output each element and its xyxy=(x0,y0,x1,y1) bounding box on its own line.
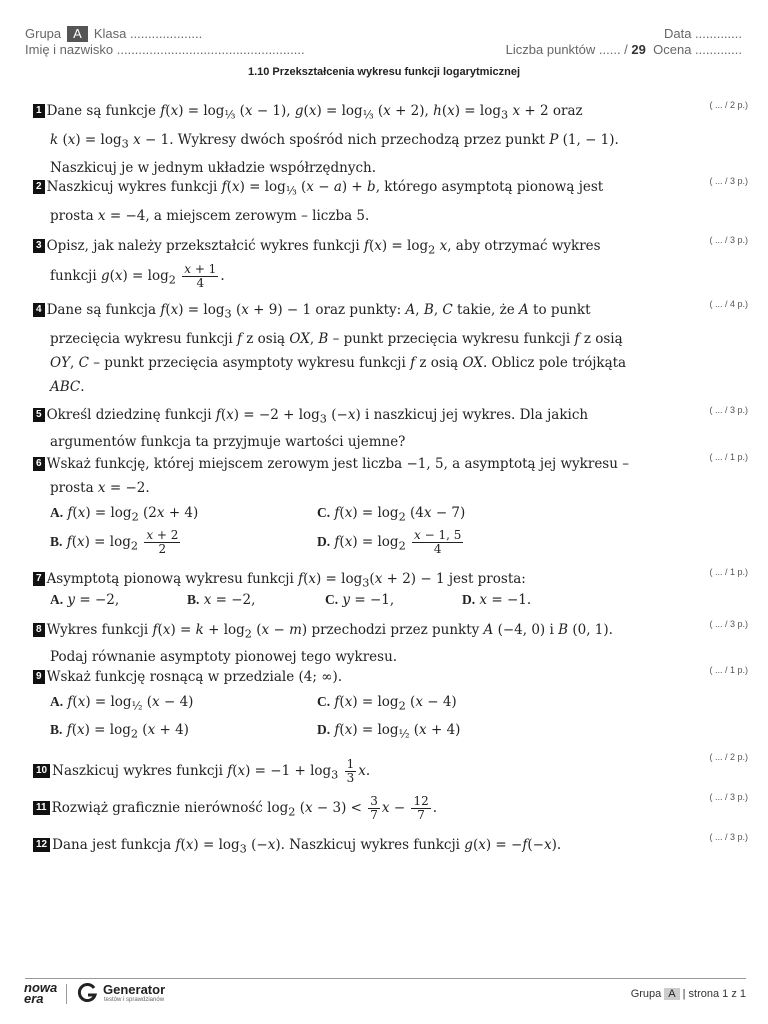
footer-grupa-badge: A xyxy=(664,988,679,1000)
task-6: 6 Wskaż funkcję, której miejscem zerowym jest liczba −1, 5, a asymptotą jej wykresu – prosta x = −2. xyxy=(33,452,653,500)
task-points: ( ... / 1 p.) xyxy=(709,452,748,462)
option-c[interactable]: C. $f(x) = \log_2 (x - 4)$ xyxy=(317,694,457,713)
task-10: 10 Naszkicuj wykres funkcji $f(x) = -1 + \log_3$ $\frac{1}{3}$ x. xyxy=(33,758,653,788)
header-row-2 xyxy=(25,42,742,57)
task-number: 5 xyxy=(33,408,45,422)
page-title: 1.10 Przekształcenia wykresu funkcji logarytmicznej xyxy=(247,66,521,78)
option-c[interactable]: C. $f(x) = \log_2 (4x - 7)$ xyxy=(317,505,466,524)
header-row-1 xyxy=(25,26,742,42)
grade-field: Ocena ............. xyxy=(653,42,742,57)
score-field: Liczba punktów ...... / 29 Ocena ............. xyxy=(505,42,742,57)
option-d[interactable]: D. $f(x) = \log_{\frac{1}{2}} (x + 4)$ xyxy=(317,722,461,741)
option-b[interactable]: B. $f(x) = \log_2 (x + 4)$ xyxy=(50,722,189,741)
option-a[interactable]: A. y = −2, xyxy=(50,592,120,608)
task-3: 3 Opisz, jak należy przekształcić wykres funkcji $f(x) = \log_2 x$, aby otrzymać wykres funkcji $g(x) = \log_2$ $\frac{x + 1}{4}$ . xyxy=(33,234,653,292)
generator-g-icon xyxy=(76,982,98,1004)
task-number: 6 xyxy=(33,457,45,471)
logo-separator xyxy=(66,984,67,1004)
task-points: ( ... / 3 p.) xyxy=(709,235,748,245)
generator-logo-text: Generator xyxy=(103,982,166,997)
page-number: | strona 1 z 1 xyxy=(682,988,746,1000)
task-11: 11 Rozwiąż graficznie nierówność $\log_2 (x - 3)$ < $\frac{3}{7}$ x − $\frac{12}{7}$ . xyxy=(33,795,653,825)
task-8: 8 Wykres funkcji $f(x) = k + \log_2 (x - m)$ przechodzi przez punkty A (−4, 0) i B (0, 1). Podaj równanie asymptoty pionowej tego wykresu. xyxy=(33,619,653,668)
klasa-field: Klasa .................... xyxy=(93,26,203,41)
task-2: 2 Naszkicuj wykres funkcji $f(x) = \log_{\frac{1}{3}} (x - a) + b$, którego asymptotą pionową jest prosta x = −4, a miejscem zerowym – liczba 5. xyxy=(33,175,653,228)
option-b[interactable]: B. x = −2, xyxy=(187,592,256,608)
page-footer-info: Grupa A | strona 1 z 1 xyxy=(630,988,746,1000)
footer-divider xyxy=(25,978,746,979)
task-1: 1 Dane są funkcje $f(x) = \log_{\frac{1}{3}} (x - 1)$, $g(x) = \log_{\frac{1}{3}} (x + 2)$, $h(x) = \log_3 x + 2$ oraz k $(x) = \log_3 x - 1$. Wykresy dwóch spośród nich przechodzą przez punkt P (1, − 1). Naszkicuj je w jednym układzie współrzędnych. xyxy=(33,99,653,180)
option-d[interactable]: D. $f(x) = \log_2$ $\frac{x - 1, 5}{4}$ xyxy=(317,528,462,556)
name-field: Imię i nazwisko .................................................... xyxy=(25,42,305,57)
task-number: 3 xyxy=(33,239,45,253)
task-points: ( ... / 3 p.) xyxy=(709,619,748,629)
task-points: ( ... / 2 p.) xyxy=(709,752,748,762)
task-points: ( ... / 1 p.) xyxy=(709,567,748,577)
option-c[interactable]: C. y = −1, xyxy=(325,592,395,608)
task-number: 12 xyxy=(33,838,50,852)
task-number: 7 xyxy=(33,572,45,586)
task-12: 12 Dana jest funkcja $f(x) = \log_3 (-x)$. Naszkicuj wykres funkcji g(x) = −f(−x). xyxy=(33,833,653,862)
task-points: ( ... / 3 p.) xyxy=(709,405,748,415)
nowa-era-logo: nowa era xyxy=(24,980,58,1006)
max-points: 29 xyxy=(631,42,646,57)
task-number: 8 xyxy=(33,623,45,637)
task-number: 9 xyxy=(33,670,45,684)
task-points: ( ... / 2 p.) xyxy=(709,100,748,110)
option-a[interactable]: A. $f(x) = \log_2 (2x + 4)$ xyxy=(50,505,199,524)
option-d[interactable]: D. x = −1. xyxy=(462,592,532,608)
option-b[interactable]: B. $f(x) = \log_2$ $\frac{x + 2}{2}$ xyxy=(50,528,179,556)
task-points: ( ... / 3 p.) xyxy=(709,792,748,802)
generator-subtitle: testów i sprawdzianów xyxy=(104,997,165,1003)
task-points: ( ... / 3 p.) xyxy=(709,832,748,842)
task-number: 11 xyxy=(33,801,50,815)
task-points: ( ... / 1 p.) xyxy=(709,665,748,675)
grupa-label: Grupa xyxy=(25,26,62,41)
task-number: 10 xyxy=(33,764,50,778)
task-9: 9 Wskaż funkcję rosnącą w przedziale (4; ∞). xyxy=(33,665,653,689)
task-7: 7 Asymptotą pionową wykresu funkcji $f(x) = \log_3(x + 2) - 1$ jest prosta: xyxy=(33,567,653,596)
task-5: 5 Określ dziedzinę funkcji $f(x) = -2 + \log_3 (-x)$ i naszkicuj jej wykres. Dla jakich argumentów funkcja ta przyjmuje wartości ujemne? xyxy=(33,404,653,453)
option-a[interactable]: A. $f(x) = \log_{\frac{1}{2}} (x - 4)$ xyxy=(50,694,194,713)
task-number: 1 xyxy=(33,104,45,118)
task-points: ( ... / 4 p.) xyxy=(709,299,748,309)
task-points: ( ... / 3 p.) xyxy=(709,176,748,186)
task-number: 4 xyxy=(33,303,45,317)
task-number: 2 xyxy=(33,180,45,194)
grupa-badge: A xyxy=(67,26,88,42)
data-field: Data ............. xyxy=(663,26,742,41)
task-4: 4 Dane są funkcja $f(x) = \log_3 (x + 9) - 1$ oraz punkty: A, B, C takie, że A to punkt przecięcia wykresu funkcji f z osią OX, B – punkt przecięcia wykresu funkcji f z osią OY, C – punkt przecięcia asymptoty wykresu funkcji f z osią OX. Oblicz pole trójkąta ABC. xyxy=(33,298,653,399)
